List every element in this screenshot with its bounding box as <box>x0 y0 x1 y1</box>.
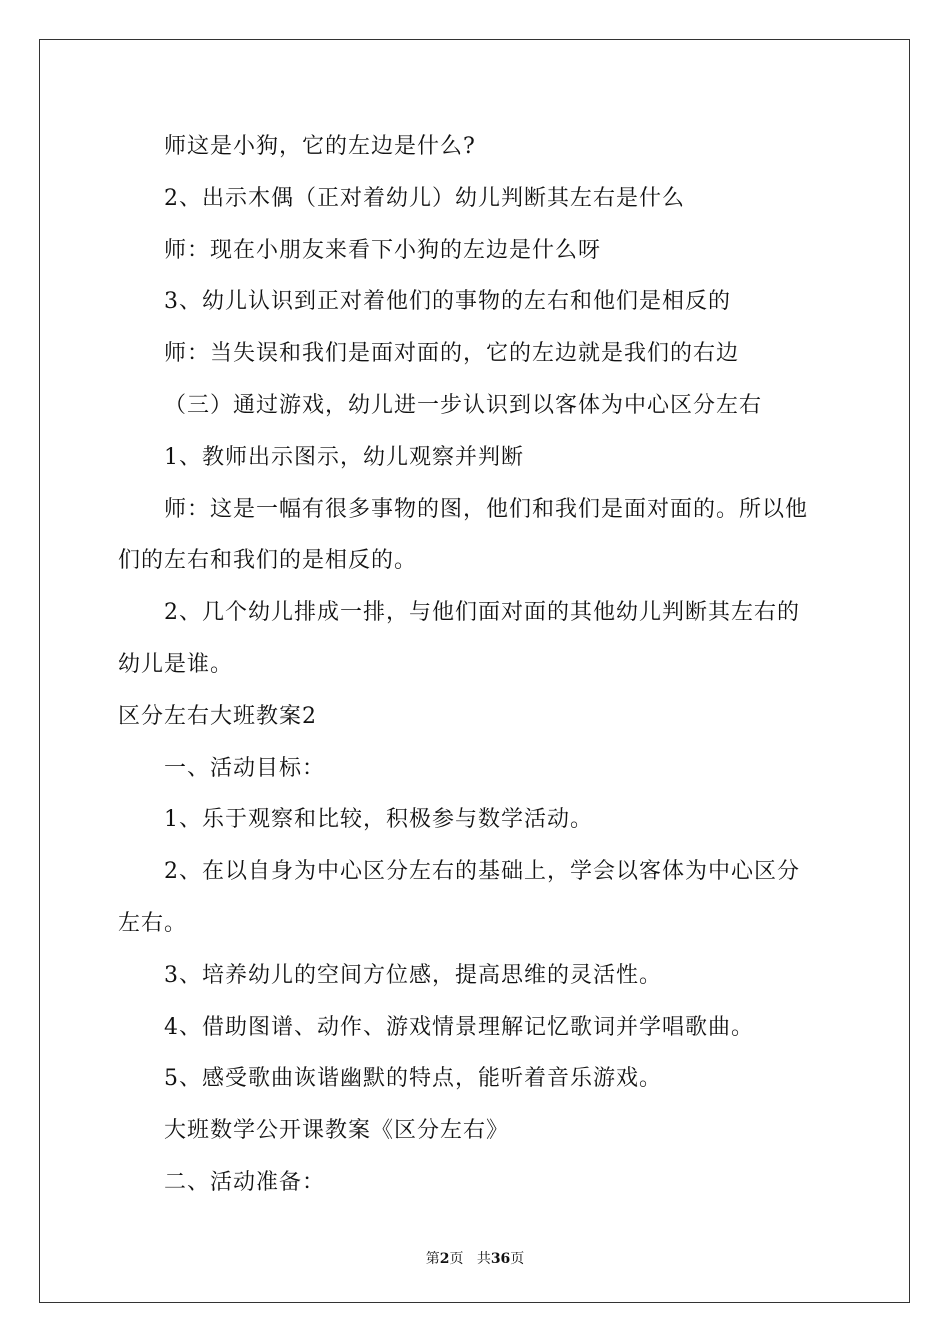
page-footer <box>0 1248 950 1268</box>
paragraph-line: 2、在以自身为中心区分左右的基础上，学会以客体为中心区分 <box>164 859 800 885</box>
paragraph-line: 1、乐于观察和比较，积极参与数学活动。 <box>164 807 593 833</box>
paragraph-continuation: 幼儿是谁。 <box>118 651 234 677</box>
paragraph-line: 2、几个幼儿排成一排，与他们面对面的其他幼儿判断其左右的 <box>164 600 800 626</box>
paragraph-line: 3、培养幼儿的空间方位感，提高思维的灵活性。 <box>164 962 662 988</box>
total-page-count: 36 <box>490 1251 511 1267</box>
paragraph-continuation: 左右。 <box>118 910 188 936</box>
section-heading: （三）通过游戏，幼儿进一步认识到以客体为中心区分左右 <box>164 392 763 418</box>
paragraph-line: 师：当失误和我们是面对面的，它的左边就是我们的右边 <box>164 341 740 367</box>
current-page-number: 2 <box>439 1251 450 1267</box>
paragraph-line: 3、幼儿认识到正对着他们的事物的左右和他们是相反的 <box>164 289 731 315</box>
document-title: 区分左右大班教案2 <box>118 703 317 729</box>
footer-total-prefix: 共 <box>476 1251 491 1267</box>
section-heading: 一、活动目标： <box>164 755 326 781</box>
footer-prefix: 第 <box>425 1251 440 1267</box>
section-heading: 二、活动准备： <box>164 1169 326 1195</box>
paragraph-line: 大班数学公开课教案《区分左右》 <box>164 1118 510 1144</box>
paragraph-line: 1、教师出示图示，幼儿观察并判断 <box>164 444 524 470</box>
paragraph-line: 2、出示木偶（正对着幼儿）幼儿判断其左右是什么 <box>164 185 685 211</box>
document-body <box>118 125 838 1213</box>
paragraph-line: 4、借助图谱、动作、游戏情景理解记忆歌词并学唱歌曲。 <box>164 1014 754 1040</box>
footer-total-suffix: 页 <box>510 1251 525 1267</box>
paragraph-line: 师：这是一幅有很多事物的图，他们和我们是面对面的。所以他 <box>164 496 809 522</box>
paragraph-line: 师：现在小朋友来看下小狗的左边是什么呀 <box>164 237 602 263</box>
paragraph-line: 5、感受歌曲诙谐幽默的特点，能听着音乐游戏。 <box>164 1066 662 1092</box>
paragraph-continuation: 们的左右和我们的是相反的。 <box>118 548 418 574</box>
paragraph-line: 师这是小狗，它的左边是什么? <box>164 134 476 159</box>
footer-page-suffix: 页 <box>449 1251 464 1267</box>
